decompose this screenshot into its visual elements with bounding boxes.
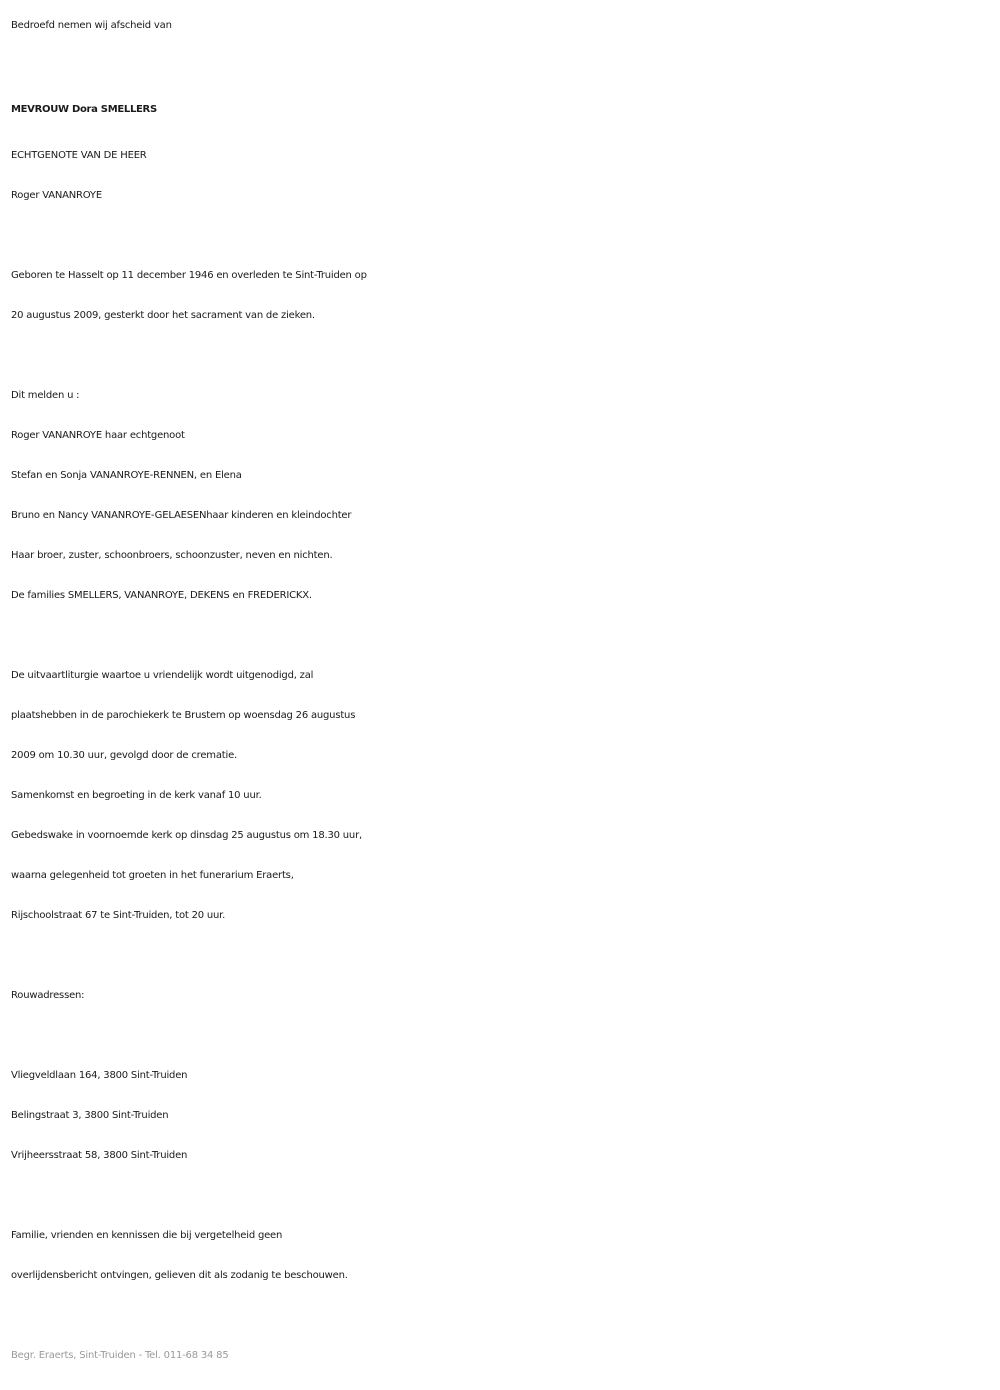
family-intro: Dit melden u : — [11, 390, 80, 401]
spacer — [11, 616, 996, 656]
spacer — [11, 1016, 996, 1056]
ceremony-line: waarna gelegenheid tot groeten in het funerarium Eraerts, — [11, 870, 294, 881]
family-line: Stefan en Sonja VANANROYE-RENNEN, en Elena — [11, 470, 242, 481]
deceased-name: MEVROUW Dora SMELLERS — [11, 104, 157, 115]
family-line: Roger VANANROYE haar echtgenoot — [11, 430, 185, 441]
ceremony-line: Samenkomst en begroeting in de kerk vanaf 10 uur. — [11, 790, 262, 801]
closing-line: overlijdensbericht ontvingen, gelieven dit als zodanig te beschouwen. — [11, 1270, 348, 1281]
spacer — [11, 1176, 996, 1216]
funeral-home-footer: Begr. Eraerts, Sint-Truiden - Tel. 011-68 34 85 — [11, 1350, 229, 1361]
spouse-line-1: ECHTGENOTE VAN DE HEER — [11, 150, 147, 161]
addresses-label: Rouwadressen: — [11, 990, 85, 1001]
ceremony-line: plaatshebben in de parochiekerk te Brustem op woensdag 26 augustus — [11, 710, 356, 721]
ceremony-line: Rijschoolstraat 67 te Sint-Truiden, tot 20 uur. — [11, 910, 226, 921]
spacer — [11, 936, 996, 976]
family-line: Bruno en Nancy VANANROYE-GELAESENhaar kinderen en kleindochter — [11, 510, 352, 521]
ceremony-line: 2009 om 10.30 uur, gevolgd door de crematie. — [11, 750, 237, 761]
birth-line: 20 augustus 2009, gesterkt door het sacrament van de zieken. — [11, 310, 315, 321]
spouse-line-2: Roger VANANROYE — [11, 190, 102, 201]
family-line: Haar broer, zuster, schoonbroers, schoonzuster, neven en nichten. — [11, 550, 333, 561]
intro-text: Bedroefd nemen wij afscheid van — [11, 20, 172, 31]
death-notice — [11, 6, 996, 1376]
closing-line: Familie, vrienden en kennissen die bij vergetelheid geen — [11, 1230, 283, 1241]
spacer — [11, 46, 996, 86]
spacer — [11, 216, 996, 256]
address-line: Vliegveldlaan 164, 3800 Sint-Truiden — [11, 1070, 188, 1081]
address-line: Vrijheersstraat 58, 3800 Sint-Truiden — [11, 1150, 188, 1161]
address-line: Belingstraat 3, 3800 Sint-Truiden — [11, 1110, 169, 1121]
ceremony-line: De uitvaartliturgie waartoe u vriendelijk wordt uitgenodigd, zal — [11, 670, 314, 681]
ceremony-line: Gebedswake in voornoemde kerk op dinsdag 25 augustus om 18.30 uur, — [11, 830, 362, 841]
spacer — [11, 336, 996, 376]
birth-line: Geboren te Hasselt op 11 december 1946 en overleden te Sint-Truiden op — [11, 270, 367, 281]
spacer — [11, 1296, 996, 1336]
family-line: De families SMELLERS, VANANROYE, DEKENS en FREDERICKX. — [11, 590, 312, 601]
